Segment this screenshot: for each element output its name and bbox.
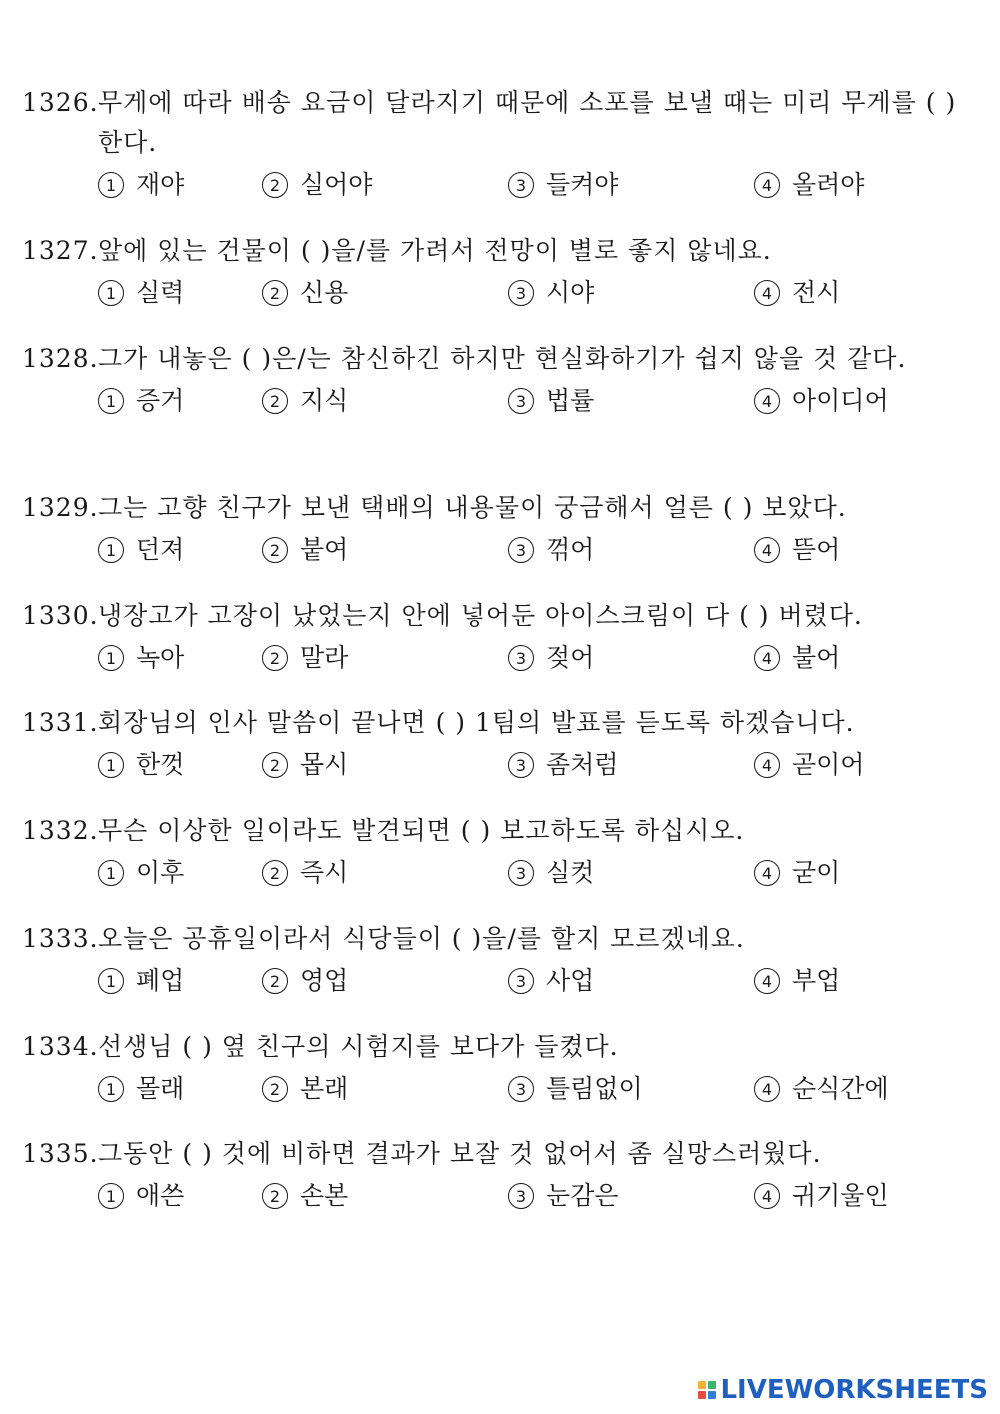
- option-2[interactable]: [262, 745, 348, 785]
- question-text: 회장님의 인사 말씀이 끝나면 ( ) 1팀의 발표를 듣도록 하겠습니다.: [98, 708, 855, 737]
- option-text: 실어야: [300, 170, 373, 199]
- option-number-circle: 2: [262, 860, 288, 886]
- answer-options: [22, 381, 972, 421]
- question-text: 그동안 ( ) 것에 비하면 결과가 보잘 것 없어서 좀 실망스러웠다.: [98, 1139, 822, 1168]
- option-number-circle: 4: [754, 172, 780, 198]
- option-text: 재야: [136, 170, 185, 199]
- option-number-circle: 3: [508, 860, 534, 886]
- question-number: 1326.: [22, 88, 99, 117]
- option-text: 눈감은: [546, 1181, 619, 1210]
- question-1327: [22, 231, 972, 313]
- answer-options: [22, 530, 972, 570]
- option-1[interactable]: [98, 273, 184, 313]
- option-3[interactable]: [508, 638, 594, 678]
- question-stem: [22, 339, 972, 379]
- option-text: 말라: [300, 643, 349, 672]
- question-number: 1335.: [22, 1139, 99, 1168]
- option-text: 들켜야: [546, 170, 619, 199]
- option-number-circle: 3: [508, 388, 534, 414]
- question-stem: [22, 488, 972, 528]
- question-stem: [22, 231, 972, 271]
- option-number-circle: 2: [262, 280, 288, 306]
- option-1[interactable]: [98, 745, 184, 785]
- option-text: 부업: [792, 966, 841, 995]
- option-4[interactable]: [754, 745, 864, 785]
- option-text: 손본: [300, 1181, 349, 1210]
- question-number: 1331.: [22, 708, 99, 737]
- option-1[interactable]: [98, 1176, 184, 1216]
- option-text: 영업: [300, 966, 349, 995]
- question-text: 무게에 따라 배송 요금이 달라지기 때문에 소포를 보낼 때는 미리 무게를 ( ) 한다.: [98, 88, 957, 157]
- answer-options: [22, 853, 972, 893]
- question-1331: [22, 703, 972, 785]
- option-number-circle: 2: [262, 968, 288, 994]
- option-number-circle: 4: [754, 1076, 780, 1102]
- option-text: 시야: [546, 278, 595, 307]
- option-2[interactable]: [262, 1069, 348, 1109]
- question-1333: [22, 919, 972, 1001]
- question-text: 앞에 있는 건물이 ( )을/를 가려서 전망이 별로 좋지 않네요.: [98, 236, 772, 265]
- option-number-circle: 3: [508, 537, 534, 563]
- question-stem: [22, 596, 972, 636]
- option-2[interactable]: [262, 530, 348, 570]
- question-text: 선생님 ( ) 옆 친구의 시험지를 보다가 들켰다.: [98, 1032, 619, 1061]
- option-text: 불어: [792, 643, 841, 672]
- question-1328: [22, 339, 972, 421]
- option-text: 증거: [136, 386, 185, 415]
- option-1[interactable]: [98, 961, 184, 1001]
- option-number-circle: 3: [508, 1183, 534, 1209]
- option-4[interactable]: [754, 381, 889, 421]
- question-1334: [22, 1027, 972, 1109]
- option-number-circle: 4: [754, 752, 780, 778]
- option-text: 틀림없이: [546, 1074, 643, 1103]
- option-number-circle: 2: [262, 752, 288, 778]
- option-text: 신용: [300, 278, 349, 307]
- option-number-circle: 4: [754, 537, 780, 563]
- option-text: 올려야: [792, 170, 865, 199]
- answer-options: [22, 1069, 972, 1109]
- option-2[interactable]: [262, 165, 372, 205]
- option-number-circle: 4: [754, 968, 780, 994]
- option-text: 애쓴: [136, 1181, 185, 1210]
- option-2[interactable]: [262, 273, 348, 313]
- option-text: 실컷: [546, 858, 595, 887]
- option-number-circle: 1: [98, 645, 124, 671]
- option-2[interactable]: [262, 961, 348, 1001]
- option-number-circle: 3: [508, 645, 534, 671]
- option-3[interactable]: [508, 853, 594, 893]
- answer-options: [22, 273, 972, 313]
- question-stem: [22, 1134, 972, 1174]
- option-number-circle: 2: [262, 1076, 288, 1102]
- option-4[interactable]: [754, 853, 840, 893]
- option-text: 사업: [546, 966, 595, 995]
- answer-options: [22, 745, 972, 785]
- logo-grid-icon: [698, 1381, 716, 1399]
- question-1330: [22, 596, 972, 678]
- option-number-circle: 2: [262, 537, 288, 563]
- option-text: 순식간에: [792, 1074, 889, 1103]
- option-number-circle: 3: [508, 1076, 534, 1102]
- logo-text: LIVEWORKSHEETS: [720, 1375, 988, 1405]
- answer-options: [22, 638, 972, 678]
- option-number-circle: 3: [508, 968, 534, 994]
- option-3[interactable]: [508, 530, 594, 570]
- question-number: 1327.: [22, 236, 99, 265]
- option-3[interactable]: [508, 381, 594, 421]
- option-text: 굳이: [792, 858, 841, 887]
- question-1326: [22, 83, 972, 205]
- option-2[interactable]: [262, 1176, 348, 1216]
- option-4[interactable]: [754, 165, 864, 205]
- option-text: 본래: [300, 1074, 349, 1103]
- option-number-circle: 3: [508, 280, 534, 306]
- question-stem: [22, 703, 972, 743]
- question-stem: [22, 1027, 972, 1067]
- question-number: 1333.: [22, 924, 99, 953]
- option-3[interactable]: [508, 745, 618, 785]
- option-number-circle: 1: [98, 968, 124, 994]
- option-1[interactable]: [98, 638, 184, 678]
- option-4[interactable]: [754, 961, 840, 1001]
- question-stem: [22, 83, 972, 163]
- option-text: 즉시: [300, 858, 349, 887]
- option-text: 전시: [792, 278, 841, 307]
- question-text: 오늘은 공휴일이라서 식당들이 ( )을/를 할지 모르겠네요.: [98, 924, 745, 953]
- option-number-circle: 1: [98, 537, 124, 563]
- option-text: 폐업: [136, 966, 185, 995]
- option-text: 꺾어: [546, 535, 595, 564]
- option-text: 뜯어: [792, 535, 841, 564]
- option-number-circle: 3: [508, 752, 534, 778]
- option-number-circle: 3: [508, 172, 534, 198]
- question-text: 그는 고향 친구가 보낸 택배의 내용물이 궁금해서 얼른 ( ) 보았다.: [98, 493, 847, 522]
- answer-options: [22, 961, 972, 1001]
- option-number-circle: 4: [754, 388, 780, 414]
- option-3[interactable]: [508, 165, 618, 205]
- liveworksheets-logo: [698, 1374, 988, 1406]
- answer-options: [22, 1176, 972, 1216]
- option-number-circle: 2: [262, 388, 288, 414]
- question-text: 무슨 이상한 일이라도 발견되면 ( ) 보고하도록 하십시오.: [98, 816, 745, 845]
- option-number-circle: 1: [98, 172, 124, 198]
- option-number-circle: 4: [754, 645, 780, 671]
- option-text: 젖어: [546, 643, 595, 672]
- option-1[interactable]: [98, 853, 184, 893]
- option-number-circle: 4: [754, 280, 780, 306]
- option-text: 몹시: [300, 750, 349, 779]
- question-1335: [22, 1134, 972, 1216]
- option-text: 녹아: [136, 643, 185, 672]
- question-stem: [22, 919, 972, 959]
- option-text: 지식: [300, 386, 349, 415]
- option-4[interactable]: [754, 638, 840, 678]
- option-text: 던져: [136, 535, 185, 564]
- option-number-circle: 1: [98, 1076, 124, 1102]
- option-text: 법률: [546, 386, 595, 415]
- option-4[interactable]: [754, 1176, 889, 1216]
- question-number: 1332.: [22, 816, 99, 845]
- option-text: 한껏: [136, 750, 185, 779]
- option-number-circle: 1: [98, 860, 124, 886]
- option-1[interactable]: [98, 165, 184, 205]
- option-number-circle: 1: [98, 280, 124, 306]
- option-3[interactable]: [508, 1176, 618, 1216]
- option-number-circle: 2: [262, 172, 288, 198]
- option-2[interactable]: [262, 381, 348, 421]
- option-4[interactable]: [754, 273, 840, 313]
- option-text: 실력: [136, 278, 185, 307]
- option-2[interactable]: [262, 853, 348, 893]
- option-text: 붙여: [300, 535, 349, 564]
- option-4[interactable]: [754, 530, 840, 570]
- option-1[interactable]: [98, 381, 184, 421]
- question-number: 1334.: [22, 1032, 99, 1061]
- option-1[interactable]: [98, 530, 184, 570]
- option-text: 곧이어: [792, 750, 865, 779]
- option-text: 이후: [136, 858, 185, 887]
- question-stem: [22, 811, 972, 851]
- question-text: 그가 내놓은 ( )은/는 참신하긴 하지만 현실화하기가 쉽지 않을 것 같다.: [98, 344, 907, 373]
- question-1332: [22, 811, 972, 893]
- option-text: 좀처럼: [546, 750, 619, 779]
- option-4[interactable]: [754, 1069, 889, 1109]
- option-1[interactable]: [98, 1069, 184, 1109]
- option-text: 귀기울인: [792, 1181, 889, 1210]
- question-number: 1329.: [22, 493, 99, 522]
- option-3[interactable]: [508, 961, 594, 1001]
- question-number: 1328.: [22, 344, 99, 373]
- question-1329: [22, 488, 972, 570]
- question-text: 냉장고가 고장이 났었는지 안에 넣어둔 아이스크림이 다 ( ) 버렸다.: [98, 601, 863, 630]
- question-number: 1330.: [22, 601, 99, 630]
- option-number-circle: 2: [262, 645, 288, 671]
- option-number-circle: 1: [98, 752, 124, 778]
- option-number-circle: 4: [754, 860, 780, 886]
- option-text: 몰래: [136, 1074, 185, 1103]
- answer-options: [22, 165, 972, 205]
- option-2[interactable]: [262, 638, 348, 678]
- option-3[interactable]: [508, 1069, 643, 1109]
- option-text: 아이디어: [792, 386, 889, 415]
- option-number-circle: 1: [98, 388, 124, 414]
- option-number-circle: 4: [754, 1183, 780, 1209]
- option-number-circle: 2: [262, 1183, 288, 1209]
- option-3[interactable]: [508, 273, 594, 313]
- option-number-circle: 1: [98, 1183, 124, 1209]
